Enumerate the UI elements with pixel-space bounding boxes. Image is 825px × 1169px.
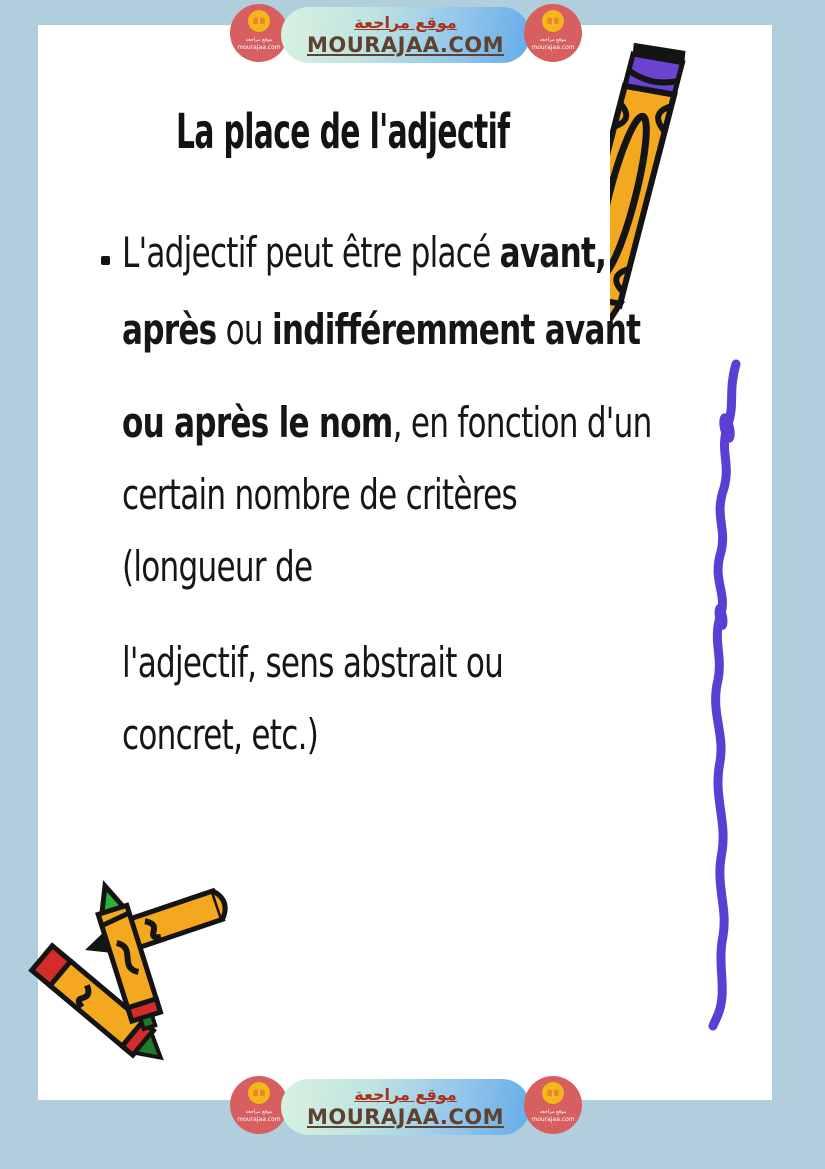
badge-caption-arabic: موقع مراجعة xyxy=(539,37,567,43)
badge-caption-arabic: موقع مراجعة xyxy=(245,37,273,43)
footer-brand xyxy=(230,1076,582,1138)
badge-caption-arabic: موقع مراجعة xyxy=(539,1109,567,1115)
badge-caption-domain: mourajaa.com xyxy=(531,1116,575,1123)
badge-logo-circle xyxy=(248,10,270,32)
bullet-marker xyxy=(101,256,110,265)
badge-caption-domain: mourajaa.com xyxy=(531,44,575,51)
badge-caption-domain: mourajaa.com xyxy=(237,1116,281,1123)
open-book-icon xyxy=(252,1088,266,1099)
site-name-domain: MOURAJAA.COM xyxy=(306,1104,505,1129)
badge-caption-domain: mourajaa.com xyxy=(237,44,281,51)
footer-badge-right[interactable] xyxy=(524,1076,582,1134)
badge-logo-circle xyxy=(542,1082,564,1104)
badge-caption-arabic: موقع مراجعة xyxy=(245,1109,273,1115)
text-line: concret, etc.) xyxy=(122,710,319,759)
text-line: (longueur de xyxy=(122,542,313,591)
header-badge-right[interactable] xyxy=(524,4,582,62)
header-brand xyxy=(230,4,582,66)
open-book-icon xyxy=(546,16,560,27)
open-book-icon xyxy=(546,1088,560,1099)
text-line: L'adjectif peut être placé avant, xyxy=(122,228,607,277)
site-name-arabic: موقع مراجعة xyxy=(354,1084,457,1104)
text-line: après ou indifféremment avant xyxy=(122,305,641,354)
text-line: ou après le nom, en fonction d'un xyxy=(122,398,652,447)
badge-logo-circle xyxy=(542,10,564,32)
footer-site-pill[interactable] xyxy=(281,1079,530,1135)
site-name-arabic: موقع مراجعة xyxy=(354,12,457,32)
paragraph-criteres xyxy=(122,387,652,603)
crayons-illustration xyxy=(25,872,245,1067)
header-site-pill[interactable] xyxy=(281,7,530,63)
page-title: La place de l'adjectif xyxy=(176,104,510,160)
header-badge-left[interactable] xyxy=(230,4,288,62)
footer-badge-left[interactable] xyxy=(230,1076,288,1134)
paragraph-abstrait-concret xyxy=(122,627,503,771)
open-book-icon xyxy=(252,16,266,27)
badge-logo-circle xyxy=(248,1082,270,1104)
paragraph-adjectif-placement xyxy=(122,214,640,368)
text-line: l'adjectif, sens abstrait ou xyxy=(122,638,504,687)
text-line: certain nombre de critères xyxy=(122,470,517,519)
site-name-domain: MOURAJAA.COM xyxy=(306,32,505,57)
